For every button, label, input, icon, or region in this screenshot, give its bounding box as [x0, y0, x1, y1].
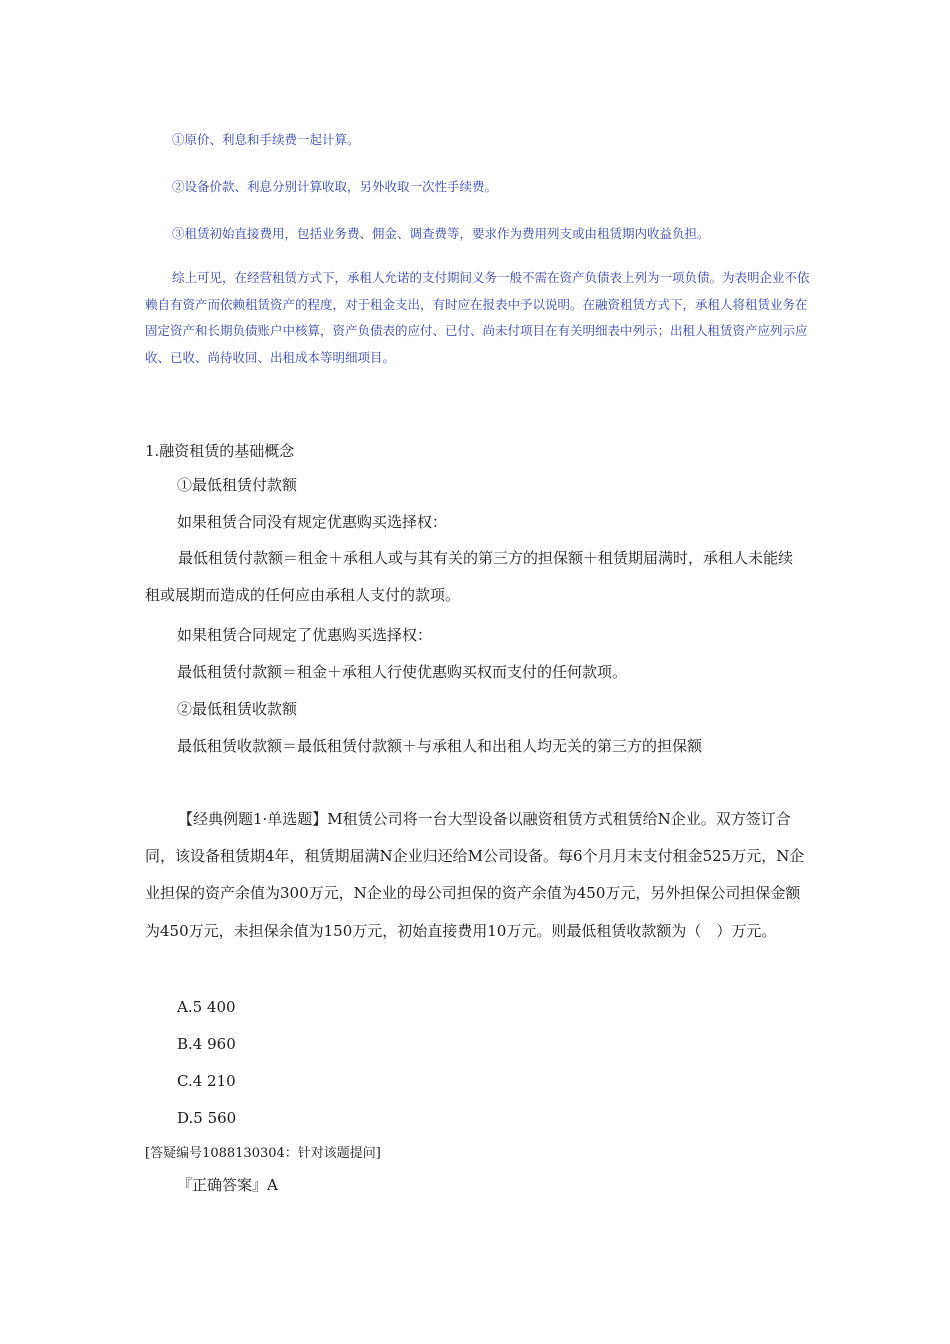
method-item-2: ②设备价款、利息分别计算收取，另外收取一次性手续费。: [172, 179, 498, 194]
subheading-min-lease-receipts: ②最低租赁收款额: [177, 700, 298, 718]
subheading-min-lease-payments: ①最低租赁付款额: [177, 476, 298, 494]
formula-min-lease-payments-1: 最低租赁付款额＝租金＋承租人或与其有关的第三方的担保额＋租赁期届满时，承租人未能续租或展期而造成的任何应由承租人支付的款项。: [145, 549, 794, 604]
correct-answer: 『正确答案』A: [177, 1176, 278, 1194]
option-a: A.5 400: [177, 998, 236, 1016]
summary-paragraph: 综上可见，在经营租赁方式下，承租人允诺的支付期间义务一般不需在资产负债表上列为一项负债。为表明企业不依赖自有资产而依赖租赁资产的程度，对于租金支出，有时应在报表中予以说明。在融资租赁方式下，承租人将租赁业务在固定资产和长期负债账户中核算，资产负债表的应付、已付、尚未付项目在有关明细表中列示；出租人租赁资产应列示应收、已收、尚待收回、出租成本等明细项目。: [145, 270, 810, 365]
method-item-1: ①原价、利息和手续费一起计算。: [172, 132, 360, 147]
option-c: C.4 210: [177, 1072, 236, 1090]
section-heading: 1.融资租赁的基础概念: [145, 442, 295, 460]
formula-min-lease-receipts: 最低租赁收款额＝最低租赁付款额＋与承租人和出租人均无关的第三方的担保额: [177, 737, 703, 755]
method-item-3: ③租赁初始直接费用，包括业务费、佣金、调查费等，要求作为费用列支或由租赁期内收益负担。: [172, 226, 710, 241]
case-no-purchase-option: 如果租赁合同没有规定优惠购买选择权：: [177, 513, 448, 531]
case-with-purchase-option: 如果租赁合同规定了优惠购买选择权：: [177, 626, 433, 644]
option-b: B.4 960: [177, 1035, 236, 1053]
example-question: 【经典例题1·单选题】M租赁公司将一台大型设备以融资租赁方式租赁给N企业。双方签订合同，该设备租赁期4年，租赁期届满N企业归还给M公司设备。每6个月月末支付租金525万元，N企业担保的资产余值为300万元，N企业的母公司担保的资产余值为450万元，另外担保公司担保金额为450万元，未担保余值为150万元，初始直接费用10万元。则最低租赁收款额为（ ）万元。: [145, 810, 805, 940]
question-reference-link[interactable]: [答疑编号1088130304：针对该题提问]: [145, 1146, 381, 1161]
formula-min-lease-payments-2: 最低租赁付款额＝租金＋承租人行使优惠购买权而支付的任何款项。: [177, 663, 628, 681]
option-d: D.5 560: [177, 1109, 237, 1127]
